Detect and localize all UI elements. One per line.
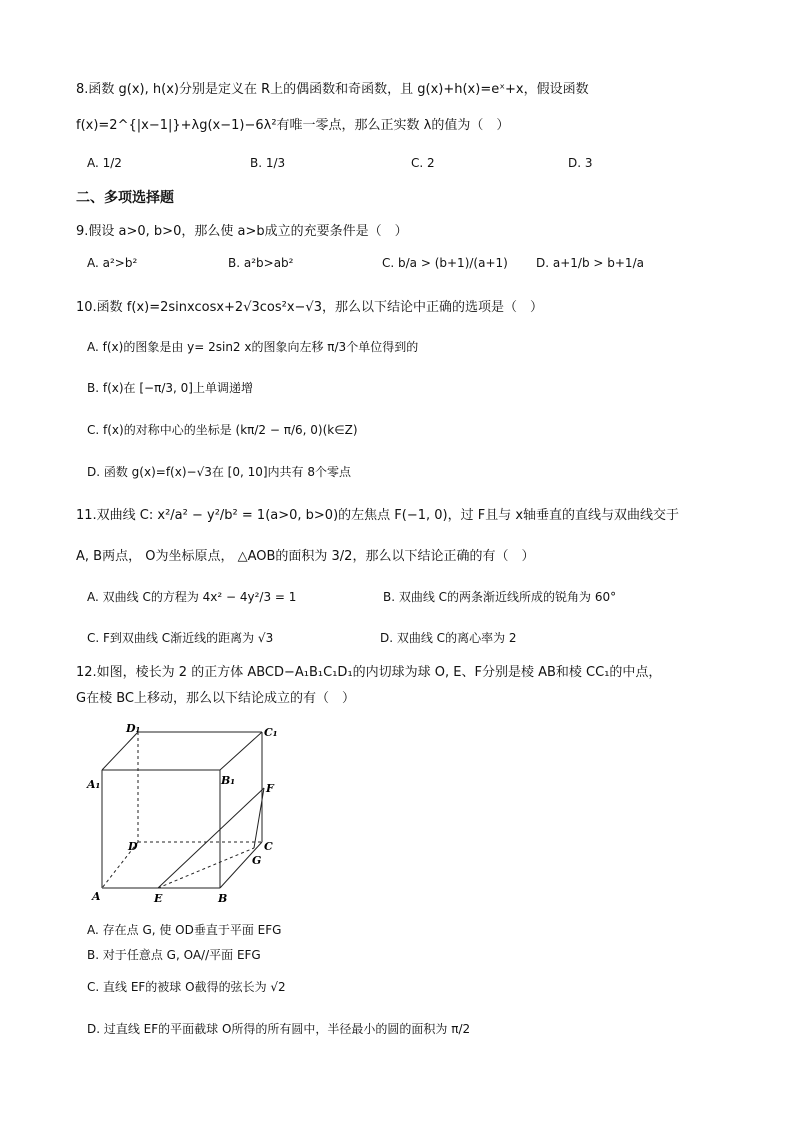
q8-option-c: C. 2	[411, 156, 435, 170]
label-b1: B₁	[221, 774, 236, 787]
label-d1: D₁	[126, 722, 141, 735]
q10-stem: 10.函数 f(x)=2sinxcosx+2√3cos²x−√3，那么以下结论中正确的选项是（ ）	[76, 300, 543, 315]
q12-option-b: B. 对于任意点 G, OA//平面 EFG	[87, 948, 261, 962]
q9-option-b: B. a²b>ab²	[228, 256, 294, 270]
q12-option-a: A. 存在点 G, 使 OD垂直于平面 EFG	[87, 923, 282, 937]
q12-option-d: D. 过直线 EF的平面截球 O所得的所有圆中，半径最小的圆的面积为 π/2	[87, 1022, 471, 1036]
label-d: D	[128, 840, 138, 853]
q10-option-b: B. f(x)在 [−π/3, 0]上单调递增	[87, 381, 253, 395]
q9-stem: 9.假设 a>0, b>0，那么使 a>b成立的充要条件是（ ）	[76, 224, 408, 239]
q12-option-c: C. 直线 EF的被球 O截得的弦长为 √2	[87, 980, 286, 994]
label-a: A	[92, 890, 101, 903]
q8-option-b: B. 1/3	[250, 156, 286, 170]
label-e: E	[154, 892, 163, 905]
q12-line1: 12.如图，棱长为 2 的正方体 ABCD−A₁B₁C₁D₁的内切球为球 O, E、F分别是棱 AB和棱 CC₁的中点，	[76, 665, 662, 680]
q10-option-a: A. f(x)的图象是由 y= 2sin2 x的图象向左移 π/3个单位得到的	[87, 340, 419, 354]
q11-option-b: B. 双曲线 C的两条渐近线所成的锐角为 60°	[383, 590, 617, 604]
q9-option-c: C. b/a > (b+1)/(a+1)	[382, 256, 508, 270]
q9-option-d: D. a+1/b > b+1/a	[536, 256, 644, 270]
q8-option-a: A. 1/2	[87, 156, 122, 170]
q12-line2: G在棱 BC上移动，那么以下结论成立的有（ ）	[76, 691, 355, 706]
label-c: C	[264, 840, 273, 853]
q11-option-a: A. 双曲线 C的方程为 4x² − 4y²/3 = 1	[87, 590, 297, 604]
q11-option-d: D. 双曲线 C的离心率为 2	[380, 631, 517, 645]
q8-line2: f(x)=2^{|x−1|}+λg(x−1)−6λ²有唯一零点，那么正实数 λ的值为（ ）	[76, 118, 510, 133]
q11-option-c: C. F到双曲线 C渐近线的距离为 √3	[87, 631, 274, 645]
section-title: 二、多项选择题	[76, 190, 174, 206]
label-f: F	[266, 782, 274, 795]
q11-line1: 11.双曲线 C: x²/a² − y²/b² = 1(a>0, b>0)的左焦点 F(−1, 0)，过 F且与 x轴垂直的直线与双曲线交于	[76, 508, 680, 523]
q10-option-c: C. f(x)的对称中心的坐标是 (kπ/2 − π/6, 0)(k∈Z)	[87, 423, 358, 437]
q10-option-d: D. 函数 g(x)=f(x)−√3在 [0, 10]内共有 8个零点	[87, 465, 352, 479]
cube-figure	[84, 718, 284, 910]
q8-option-d: D. 3	[568, 156, 593, 170]
q9-option-a: A. a²>b²	[87, 256, 138, 270]
label-c1: C₁	[264, 726, 278, 739]
label-a1: A₁	[87, 778, 101, 791]
q11-line2: A, B两点， O为坐标原点， △AOB的面积为 3/2，那么以下结论正确的有（ ）	[76, 549, 535, 564]
q8-line1: 8.函数 g(x), h(x)分别是定义在 R上的偶函数和奇函数，且 g(x)+h(x)=eˣ+x，假设函数	[76, 82, 589, 97]
label-g: G	[252, 854, 262, 867]
label-b: B	[218, 892, 228, 905]
